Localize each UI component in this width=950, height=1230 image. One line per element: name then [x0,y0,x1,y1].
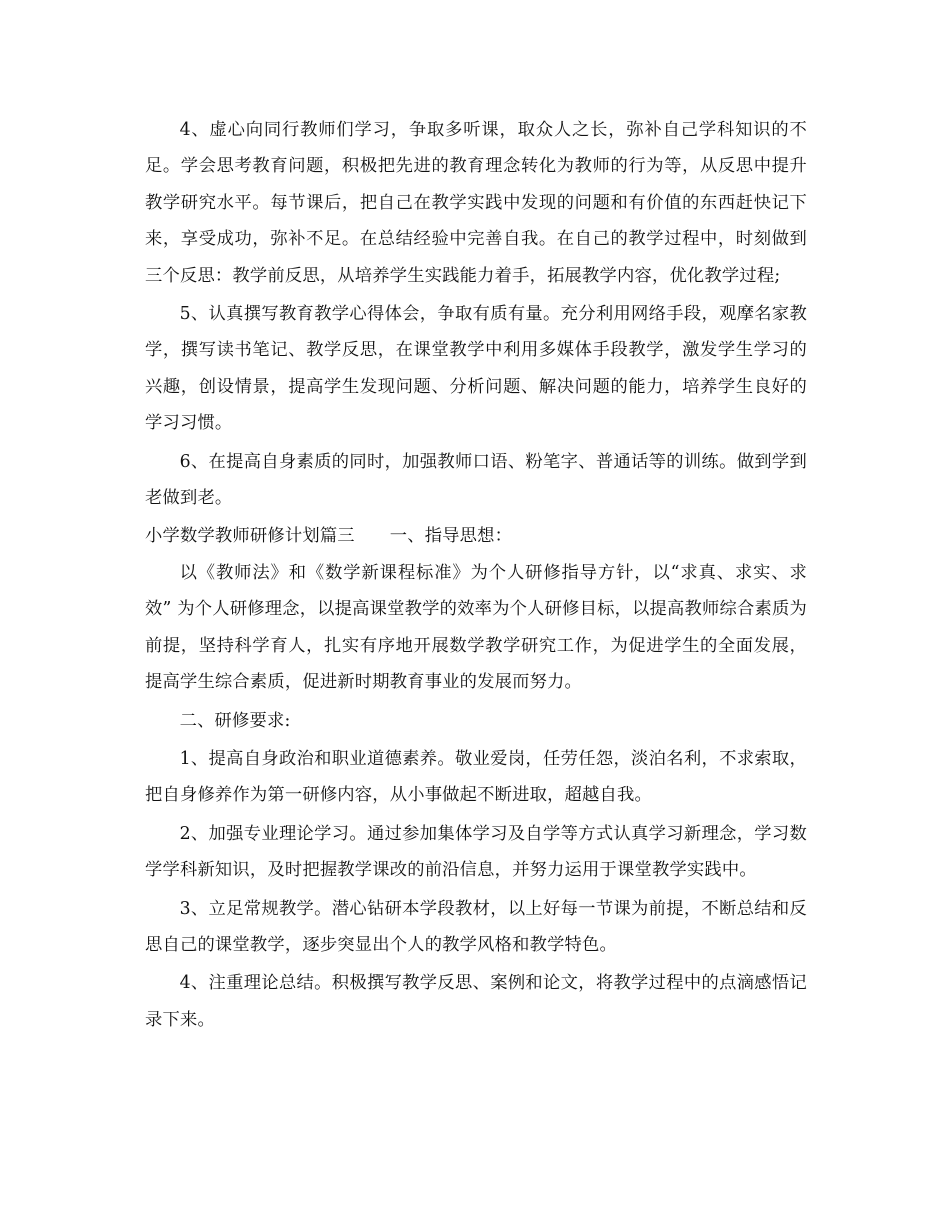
paragraph-item-5: 5、认真撰写教育教学心得体会，争取有质有量。充分利用网络手段，观摩名家教学，撰写读书笔记、教学反思，在课堂教学中利用多媒体手段教学，激发学生学习的兴趣，创设情景，提高学生发现问题、分析问题、解决问题的能力，培养学生良好的学习习惯。 [145,304,807,434]
paragraph-item-6: 6、在提高自身素质的同时，加强教师口语、粉笔字、普通话等的训练。做到学到老做到老。 [145,451,807,509]
requirement-item-4: 4、注重理论总结。积极撰写教学反思、案例和论文，将教学过程中的点滴感悟记录下来。 [145,973,807,1030]
requirement-item-2: 2、加强专业理论学习。通过参加集体学习及自学等方式认真学习新理念，学习数学学科新知识，及时把握教学课改的前沿信息，并努力运用于课堂教学实践中。 [145,823,807,881]
requirement-item-3: 3、立足常规教学。潜心钻研本学段教材，以上好每一节课为前提，不断总结和反思自己的课堂教学，逐步突显出个人的教学风格和教学特色。 [145,898,807,955]
document-body [145,112,807,1040]
guiding-ideology-paragraph: 以《教师法》和《数学新课程标准》为个人研修指导方针，以“求真、求实、求效” 为个人研修理念，以提高课堂教学的效率为个人研修目标，以提高教师综合素质为前提，坚持科学育人，扎实有序地开展数学教学研究工作，为促进学生的全面发展，提高学生综合素质，促进新时期教育事业的发展而努力。 [145,562,807,693]
section-heading: 小学数学教师研修计划篇三 一、指导思想： [145,526,513,547]
paragraph-item-4: 4、虚心向同行教师们学习，争取多听课，取众人之长，弥补自己学科知识的不足。学会思考教育问题，积极把先进的教育理念转化为教师的行为等，从反思中提升教学研究水平。每节课后，把自己在教学实践中发现的问题和有价值的东西赶快记下来，享受成功，弥补不足。在总结经验中完善自我。在自己的教学过程中，时刻做到三个反思：教学前反思，从培养学生实践能力着手，拓展教学内容，优化教学过程; [145,120,807,286]
requirements-heading: 二、研修要求: [179,710,291,731]
requirement-item-1: 1、提高自身政治和职业道德素养。敬业爱岗，任劳任怨，淡泊名利，不求索取，把自身修养作为第一研修内容，从小事做起不断进取，超越自我。 [145,748,807,806]
